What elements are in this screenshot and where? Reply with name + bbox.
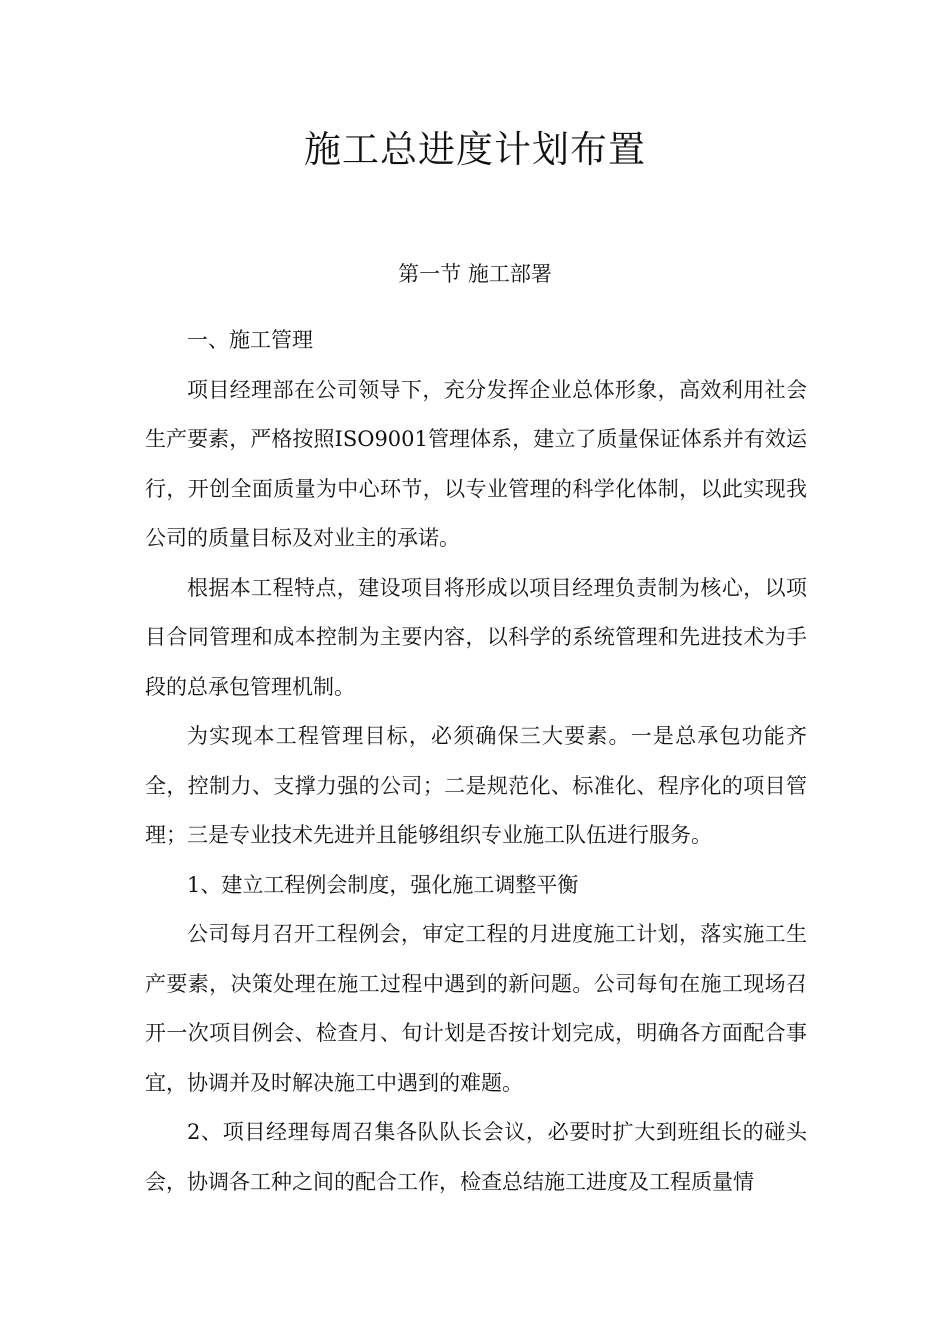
numbered-item-heading: 1、建立工程例会制度，强化施工调整平衡 [187,872,579,897]
body-paragraph: 公司每月召开工程例会，审定工程的月进度施工计划，落实施工生产要素，决策处理在施工过程中遇到的新问题。公司每旬在施工现场召开一次项目例会、检查月、旬计划是否按计划完成，明确各方面配合事宜，协调并及时解决施工中遇到的难题。 [145,922,807,1095]
subsection-heading: 一、施工管理 [187,328,313,352]
section-heading: 第一节 施工部署 [398,262,552,286]
numbered-item-paragraph: 2、项目经理每周召集各队队长会议，必要时扩大到班组长的碰头会，协调各工种之间的配合工作，检查总结施工进度及工程质量情 [145,1120,807,1194]
document-title: 施工总进度计划布置 [304,128,646,171]
body-paragraph: 项目经理部在公司领导下，充分发挥企业总体形象，高效利用社会生产要素，严格按照ISO9001管理体系，建立了质量保证体系并有效运行，开创全面质量为中心环节，以专业管理的科学化体制，以此实现我公司的质量目标及对业主的承诺。 [145,377,807,550]
document-body [145,316,807,1207]
body-paragraph: 为实现本工程管理目标，必须确保三大要素。一是总承包功能齐全，控制力、支撑力强的公司；二是规范化、标准化、程序化的项目管理；三是专业技术先进并且能够组织专业施工队伍进行服务。 [145,724,807,847]
body-paragraph: 根据本工程特点，建设项目将形成以项目经理负责制为核心，以项目合同管理和成本控制为主要内容，以科学的系统管理和先进技术为手段的总承包管理机制。 [145,575,807,699]
